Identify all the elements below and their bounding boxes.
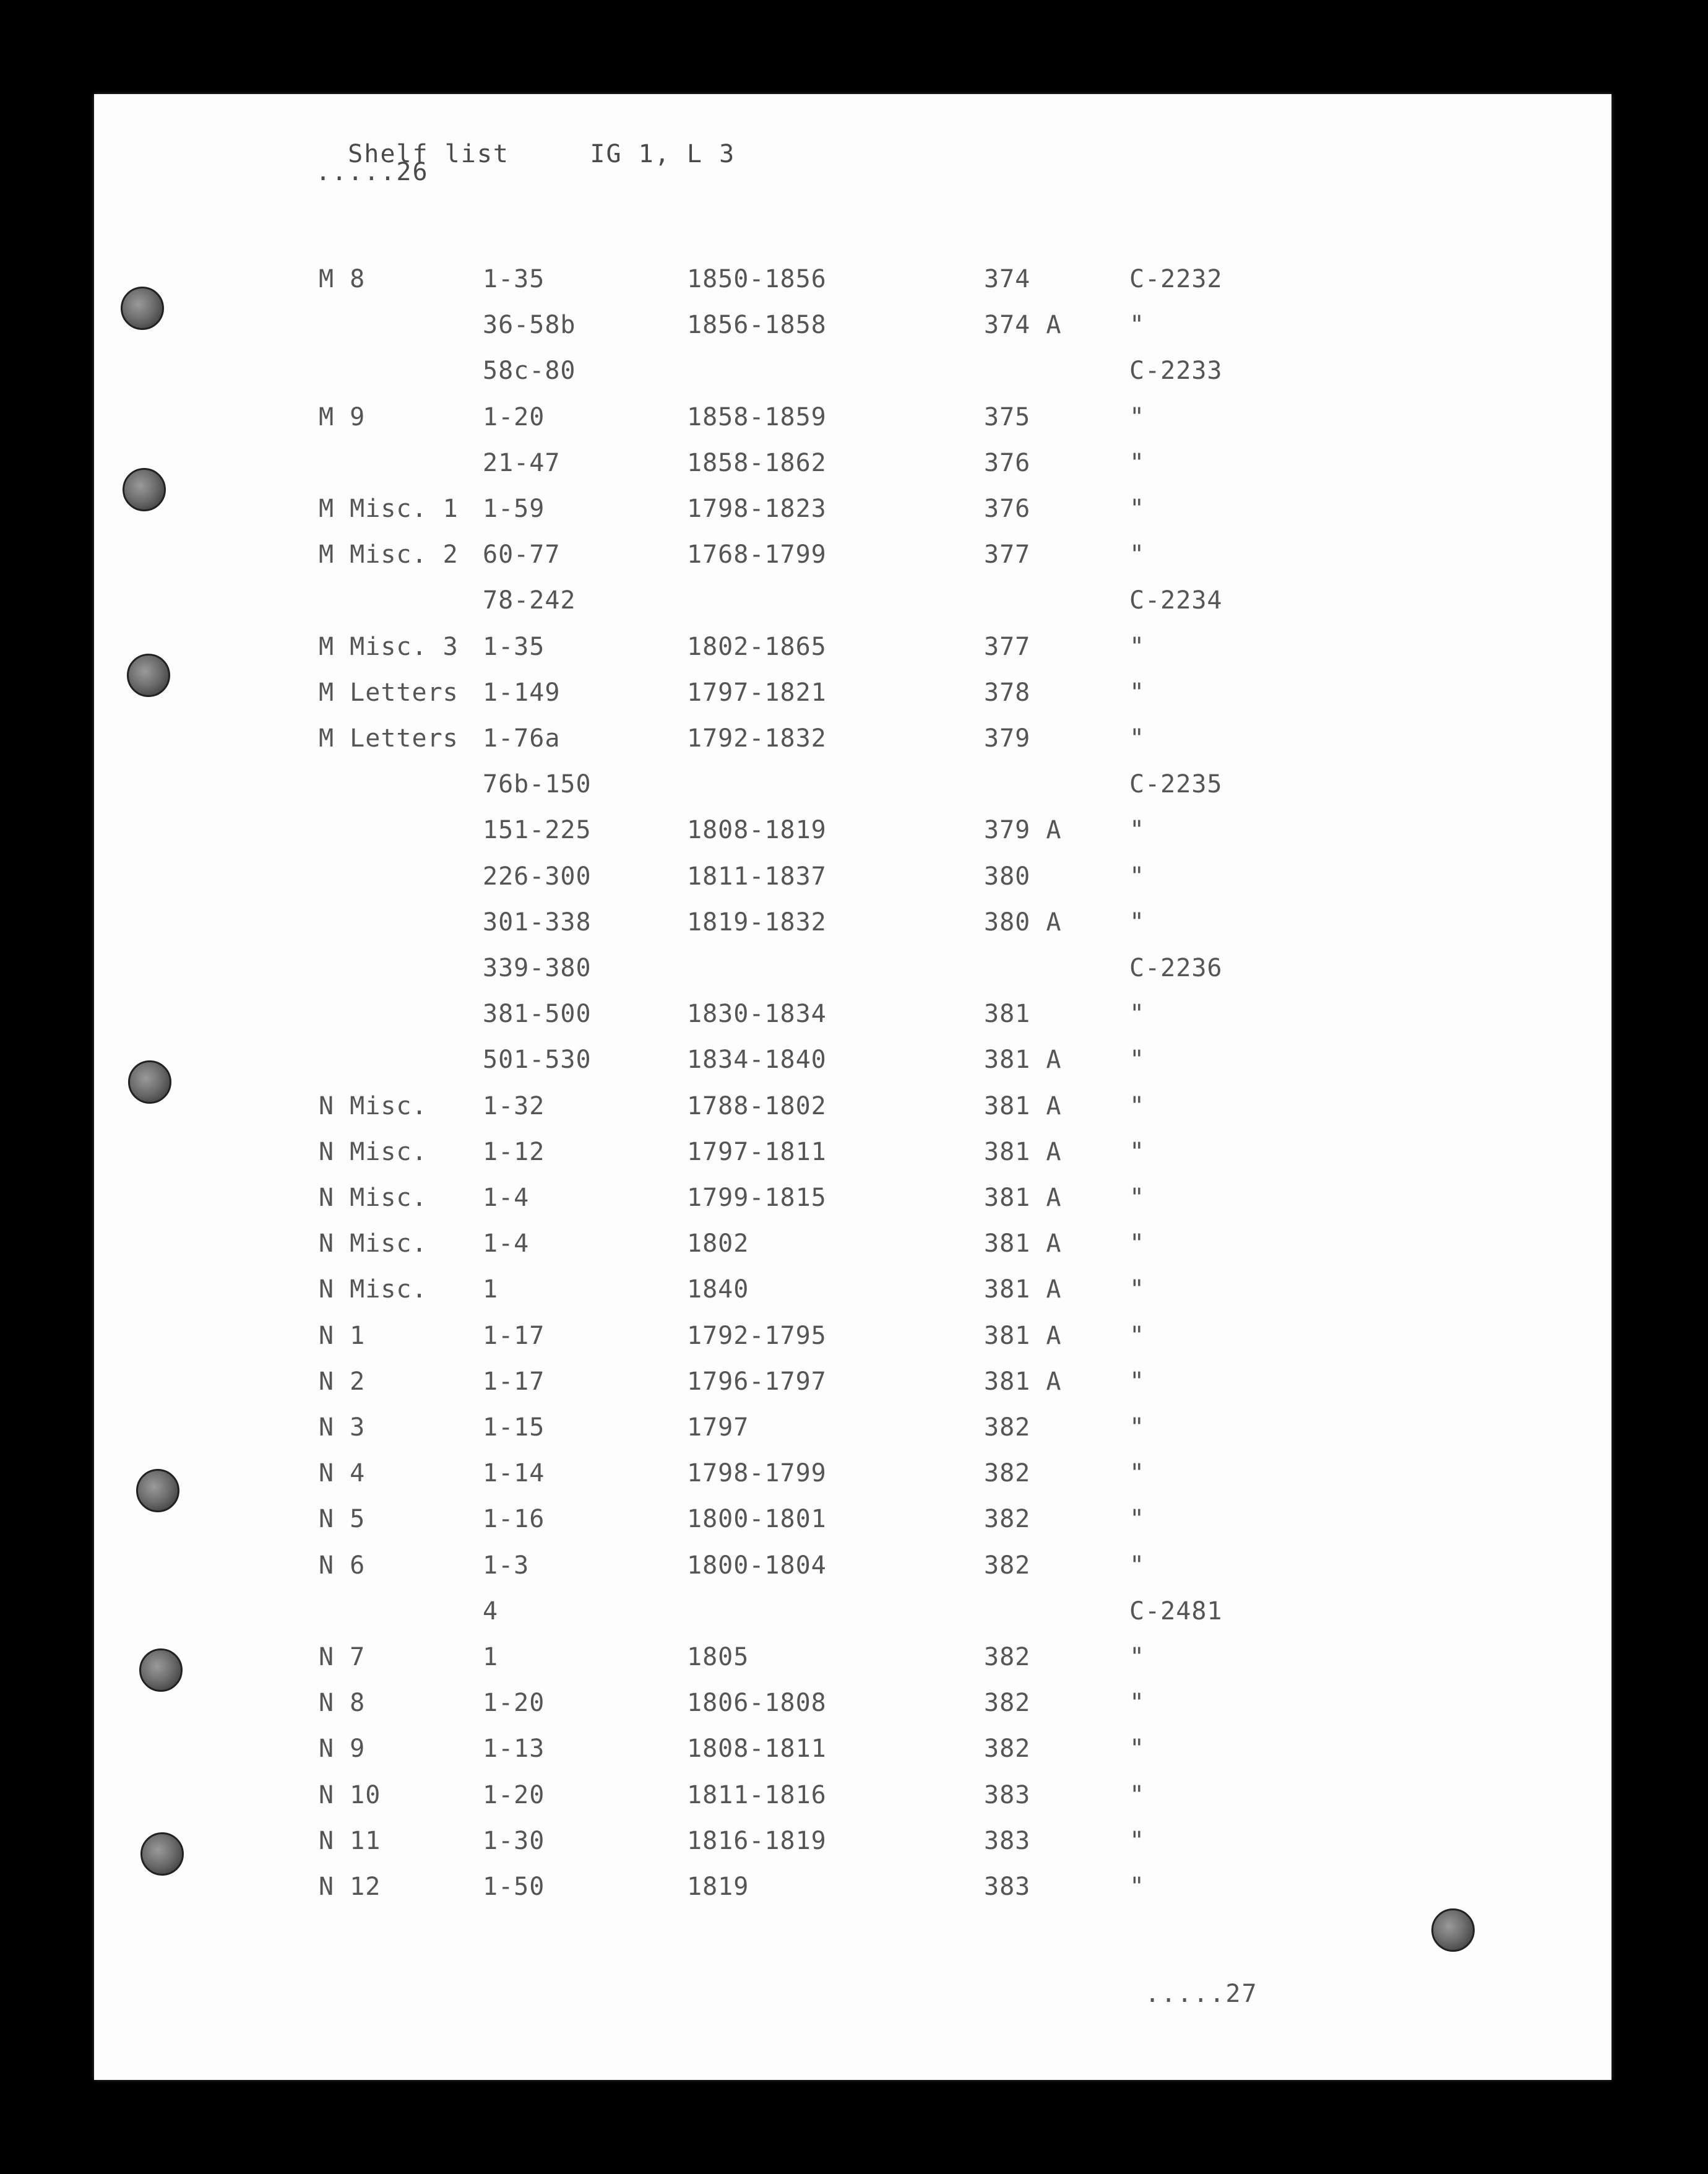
cell-roll: C-2233 — [1129, 357, 1223, 385]
table-row — [0, 311, 1708, 348]
table-row — [0, 1734, 1708, 1772]
cell-items: 1-20 — [483, 1689, 545, 1717]
cell-series: N Misc. — [319, 1092, 428, 1120]
cell-items: 1-20 — [483, 1781, 545, 1809]
table-row — [0, 1827, 1708, 1864]
cell-series: N Misc. — [319, 1138, 428, 1166]
cell-dates: 1802-1865 — [687, 633, 827, 661]
cell-series: N 9 — [319, 1734, 366, 1763]
table-row — [0, 1551, 1708, 1588]
cell-box: 381 A — [984, 1184, 1062, 1212]
cell-dates: 1802 — [687, 1229, 749, 1258]
cell-items: 1-32 — [483, 1092, 545, 1120]
table-row — [0, 1873, 1708, 1910]
table-row — [0, 1597, 1708, 1634]
cell-items: 1-149 — [483, 678, 561, 707]
cell-dates: 1816-1819 — [687, 1827, 827, 1855]
cell-dates: 1850-1856 — [687, 265, 827, 293]
cell-box: 378 — [984, 678, 1031, 707]
table-row — [0, 357, 1708, 394]
cell-roll: " — [1129, 1643, 1145, 1671]
cell-items: 60-77 — [483, 540, 561, 569]
header-continued-from: .....26 — [316, 158, 429, 186]
cell-roll: " — [1129, 1367, 1145, 1396]
table-row — [0, 1092, 1708, 1129]
table-row — [0, 1367, 1708, 1405]
cell-roll: " — [1129, 1459, 1145, 1488]
cell-roll: " — [1129, 1138, 1145, 1166]
table-row — [0, 724, 1708, 761]
cell-box: 376 — [984, 495, 1031, 523]
cell-items: 226-300 — [483, 862, 592, 891]
cell-series: N 11 — [319, 1827, 381, 1855]
cell-items: 1-76a — [483, 724, 561, 753]
cell-items: 381-500 — [483, 1000, 592, 1028]
cell-dates: 1840 — [687, 1275, 749, 1304]
cell-series: N 3 — [319, 1413, 366, 1442]
cell-series: M Misc. 2 — [319, 540, 459, 569]
cell-box: 381 A — [984, 1138, 1062, 1166]
cell-box: 382 — [984, 1643, 1031, 1671]
cell-items: 301-338 — [483, 908, 592, 937]
cell-series: N 8 — [319, 1689, 366, 1717]
cell-series: M Letters — [319, 678, 459, 707]
table-row — [0, 954, 1708, 991]
cell-items: 339-380 — [483, 954, 592, 982]
cell-items: 58c-80 — [483, 357, 576, 385]
table-row — [0, 1229, 1708, 1267]
table-row — [0, 1046, 1708, 1083]
cell-roll: " — [1129, 1551, 1145, 1580]
cell-items: 76b-150 — [483, 770, 592, 799]
cell-series: M 8 — [319, 265, 366, 293]
cell-series: N 12 — [319, 1873, 381, 1901]
table-row — [0, 1000, 1708, 1037]
cell-items: 1-30 — [483, 1827, 545, 1855]
cell-roll: " — [1129, 1734, 1145, 1763]
cell-roll: " — [1129, 724, 1145, 753]
cell-box: 382 — [984, 1689, 1031, 1717]
cell-dates: 1797-1821 — [687, 678, 827, 707]
table-row — [0, 1643, 1708, 1680]
cell-roll: C-2232 — [1129, 265, 1223, 293]
cell-items: 1-4 — [483, 1229, 530, 1258]
cell-box: 379 — [984, 724, 1031, 753]
table-row — [0, 1505, 1708, 1542]
cell-dates: 1819 — [687, 1873, 749, 1901]
cell-items: 1-13 — [483, 1734, 545, 1763]
cell-roll: " — [1129, 311, 1145, 339]
cell-box: 382 — [984, 1734, 1031, 1763]
cell-roll: " — [1129, 1413, 1145, 1442]
table-row — [0, 1275, 1708, 1312]
table-row — [0, 1781, 1708, 1818]
cell-box: 379 A — [984, 816, 1062, 844]
cell-series: N 6 — [319, 1551, 366, 1580]
cell-series: N 1 — [319, 1322, 366, 1350]
cell-box: 381 A — [984, 1092, 1062, 1120]
table-row — [0, 633, 1708, 670]
cell-box: 377 — [984, 540, 1031, 569]
cell-items: 1-50 — [483, 1873, 545, 1901]
table-row — [0, 1322, 1708, 1359]
cell-box: 382 — [984, 1413, 1031, 1442]
table-row — [0, 1459, 1708, 1496]
cell-items: 1 — [483, 1275, 499, 1304]
cell-box: 381 A — [984, 1322, 1062, 1350]
cell-roll: " — [1129, 862, 1145, 891]
cell-dates: 1811-1837 — [687, 862, 827, 891]
cell-dates: 1797-1811 — [687, 1138, 827, 1166]
cell-dates: 1797 — [687, 1413, 749, 1442]
cell-box: 375 — [984, 403, 1031, 431]
cell-items: 501-530 — [483, 1046, 592, 1074]
cell-roll: " — [1129, 1689, 1145, 1717]
table-row — [0, 908, 1708, 945]
cell-items: 4 — [483, 1597, 499, 1626]
table-row — [0, 816, 1708, 853]
cell-series: N 10 — [319, 1781, 381, 1809]
cell-box: 382 — [984, 1551, 1031, 1580]
cell-roll: " — [1129, 1000, 1145, 1028]
cell-dates: 1799-1815 — [687, 1184, 827, 1212]
cell-series: M Letters — [319, 724, 459, 753]
cell-items: 1-20 — [483, 403, 545, 431]
cell-items: 1-17 — [483, 1367, 545, 1396]
cell-dates: 1798-1799 — [687, 1459, 827, 1488]
cell-box: 382 — [984, 1505, 1031, 1533]
cell-dates: 1788-1802 — [687, 1092, 827, 1120]
cell-roll: " — [1129, 1275, 1145, 1304]
cell-box: 380 — [984, 862, 1031, 891]
cell-dates: 1800-1801 — [687, 1505, 827, 1533]
punch-hole-8 — [1431, 1908, 1475, 1952]
cell-dates: 1796-1797 — [687, 1367, 827, 1396]
cell-roll: " — [1129, 1229, 1145, 1258]
cell-dates: 1856-1858 — [687, 311, 827, 339]
cell-items: 1-35 — [483, 633, 545, 661]
cell-dates: 1800-1804 — [687, 1551, 827, 1580]
cell-items: 78-242 — [483, 586, 576, 615]
header-title: Shelf list — [348, 140, 509, 168]
cell-roll: " — [1129, 495, 1145, 523]
cell-roll: " — [1129, 403, 1145, 431]
table-row — [0, 1689, 1708, 1726]
footer-continued-to: .....27 — [1145, 1980, 1258, 2008]
cell-items: 1-35 — [483, 265, 545, 293]
cell-dates: 1792-1832 — [687, 724, 827, 753]
cell-roll: " — [1129, 1827, 1145, 1855]
cell-items: 1-12 — [483, 1138, 545, 1166]
cell-box: 376 — [984, 449, 1031, 477]
cell-series: N Misc. — [319, 1184, 428, 1212]
cell-series: N 7 — [319, 1643, 366, 1671]
cell-series: M 9 — [319, 403, 366, 431]
cell-items: 21-47 — [483, 449, 561, 477]
cell-roll: " — [1129, 1184, 1145, 1212]
table-row — [0, 403, 1708, 440]
cell-roll: " — [1129, 633, 1145, 661]
cell-dates: 1768-1799 — [687, 540, 827, 569]
cell-box: 380 A — [984, 908, 1062, 937]
cell-roll: " — [1129, 1046, 1145, 1074]
cell-series: N Misc. — [319, 1275, 428, 1304]
cell-roll: " — [1129, 1322, 1145, 1350]
cell-dates: 1792-1795 — [687, 1322, 827, 1350]
cell-items: 1-3 — [483, 1551, 530, 1580]
cell-roll: " — [1129, 1092, 1145, 1120]
table-row — [0, 1184, 1708, 1221]
table-row — [0, 495, 1708, 532]
cell-box: 381 A — [984, 1229, 1062, 1258]
table-row — [0, 1413, 1708, 1450]
table-row — [0, 770, 1708, 807]
table-row — [0, 1138, 1708, 1175]
cell-dates: 1834-1840 — [687, 1046, 827, 1074]
cell-box: 377 — [984, 633, 1031, 661]
cell-series: M Misc. 1 — [319, 495, 459, 523]
cell-items: 1-15 — [483, 1413, 545, 1442]
cell-dates: 1808-1819 — [687, 816, 827, 844]
table-row — [0, 586, 1708, 623]
cell-dates: 1830-1834 — [687, 1000, 827, 1028]
cell-box: 381 A — [984, 1367, 1062, 1396]
cell-roll: " — [1129, 1505, 1145, 1533]
table-row — [0, 862, 1708, 899]
cell-items: 1-14 — [483, 1459, 545, 1488]
cell-roll: " — [1129, 816, 1145, 844]
cell-roll: C-2481 — [1129, 1597, 1223, 1626]
cell-box: 382 — [984, 1459, 1031, 1488]
table-row — [0, 540, 1708, 578]
cell-dates: 1805 — [687, 1643, 749, 1671]
cell-roll: C-2234 — [1129, 586, 1223, 615]
cell-roll: " — [1129, 540, 1145, 569]
cell-roll: " — [1129, 1873, 1145, 1901]
cell-items: 1-17 — [483, 1322, 545, 1350]
cell-dates: 1798-1823 — [687, 495, 827, 523]
table-row — [0, 678, 1708, 716]
cell-items: 1 — [483, 1643, 499, 1671]
cell-roll: " — [1129, 678, 1145, 707]
cell-items: 1-4 — [483, 1184, 530, 1212]
cell-box: 374 — [984, 265, 1031, 293]
table-row — [0, 449, 1708, 486]
cell-series: N Misc. — [319, 1229, 428, 1258]
cell-items: 1-16 — [483, 1505, 545, 1533]
cell-items: 1-59 — [483, 495, 545, 523]
cell-dates: 1819-1832 — [687, 908, 827, 937]
cell-series: N 2 — [319, 1367, 366, 1396]
cell-roll: " — [1129, 449, 1145, 477]
cell-box: 383 — [984, 1827, 1031, 1855]
cell-dates: 1806-1808 — [687, 1689, 827, 1717]
cell-box: 383 — [984, 1873, 1031, 1901]
cell-box: 374 A — [984, 311, 1062, 339]
cell-roll: " — [1129, 908, 1145, 937]
cell-items: 151-225 — [483, 816, 592, 844]
cell-dates: 1858-1859 — [687, 403, 827, 431]
cell-series: M Misc. 3 — [319, 633, 459, 661]
cell-box: 381 — [984, 1000, 1031, 1028]
header-reference: IG 1, L 3 — [590, 140, 736, 168]
cell-roll: " — [1129, 1781, 1145, 1809]
cell-roll: C-2236 — [1129, 954, 1223, 982]
cell-roll: C-2235 — [1129, 770, 1223, 799]
cell-series: N 4 — [319, 1459, 366, 1488]
cell-box: 381 A — [984, 1275, 1062, 1304]
cell-series: N 5 — [319, 1505, 366, 1533]
cell-dates: 1811-1816 — [687, 1781, 827, 1809]
cell-items: 36-58b — [483, 311, 576, 339]
cell-dates: 1808-1811 — [687, 1734, 827, 1763]
table-row — [0, 265, 1708, 302]
cell-dates: 1858-1862 — [687, 449, 827, 477]
cell-box: 381 A — [984, 1046, 1062, 1074]
cell-box: 383 — [984, 1781, 1031, 1809]
